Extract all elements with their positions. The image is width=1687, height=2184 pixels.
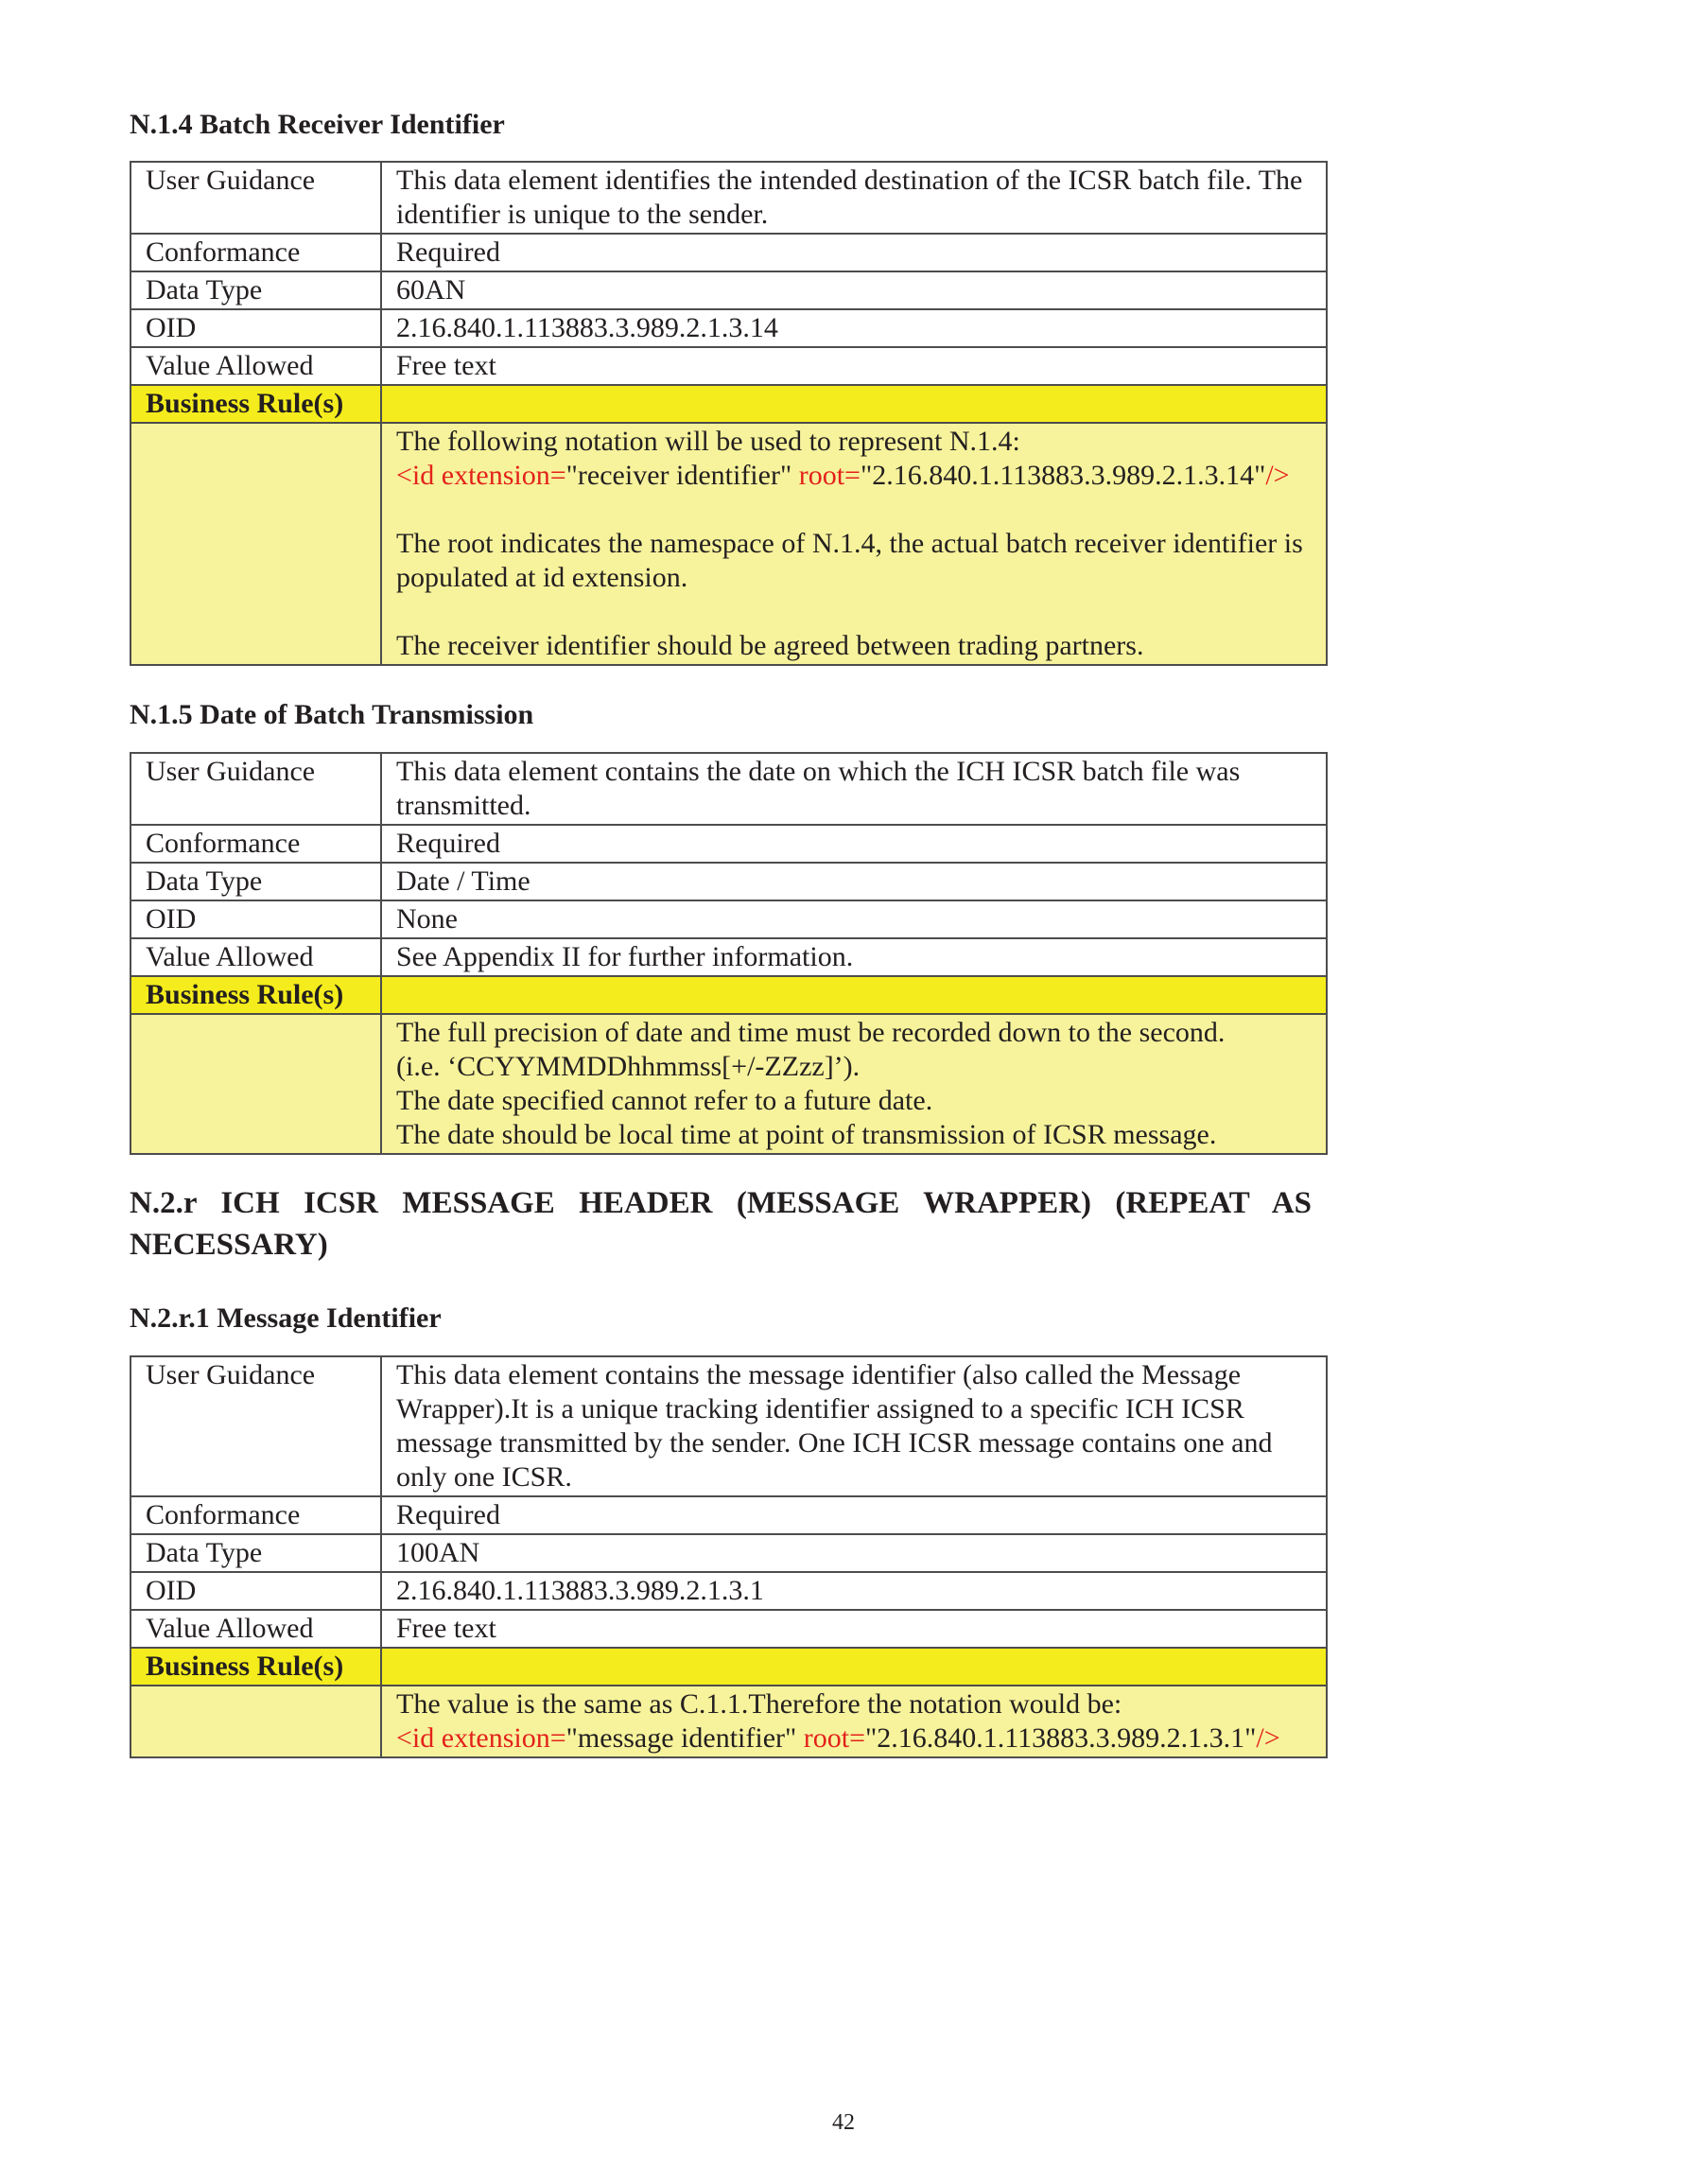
business-rules-content <box>381 1686 1327 1757</box>
xml-attr-extension: extension <box>441 460 550 491</box>
xml-close: /> <box>1256 1722 1280 1754</box>
business-rules-header-row <box>130 976 1327 1014</box>
row-value: This data element identifies the intended destination of the ICSR batch file. The identifier is unique to the sender. <box>381 162 1327 234</box>
table-row <box>130 900 1327 938</box>
major-heading-n2-r: N.2.r ICH ICSR MESSAGE HEADER (MESSAGE WRAPPER) (REPEAT AS NECESSARY) <box>130 1186 1312 1262</box>
table-n1-5 <box>130 752 1328 1155</box>
row-label: Conformance <box>130 234 381 271</box>
rules-line: (i.e. ‘CCYYMMDDhhmmss[+/-ZZzz]’). <box>396 1051 861 1082</box>
row-value: Free text <box>381 1610 1327 1648</box>
business-rules-header-blank <box>381 976 1327 1014</box>
row-label: Data Type <box>130 863 381 900</box>
section-heading-n1-5: N.1.5 Date of Batch Transmission <box>130 699 534 730</box>
business-rules-label: Business Rule(s) <box>130 976 381 1014</box>
page-number: 42 <box>832 2110 855 2135</box>
row-label: User Guidance <box>130 1356 381 1496</box>
row-label: Conformance <box>130 825 381 863</box>
business-rules-header-row <box>130 385 1327 423</box>
business-rules-header-blank <box>381 1648 1327 1686</box>
row-value: Date / Time <box>381 863 1327 900</box>
row-value: 60AN <box>381 271 1327 309</box>
row-label: Conformance <box>130 1496 381 1534</box>
xml-value-extension: "message identifier" <box>565 1722 797 1754</box>
xml-close: /> <box>1265 460 1290 491</box>
row-label: OID <box>130 900 381 938</box>
table-row <box>130 234 1327 271</box>
business-rules-label: Business Rule(s) <box>130 385 381 423</box>
rules-line: The date specified cannot refer to a future date. <box>396 1085 933 1116</box>
xml-value-root: "2.16.840.1.113883.3.989.2.1.3.14" <box>860 460 1266 491</box>
row-value: Required <box>381 825 1327 863</box>
row-value: See Appendix II for further information. <box>381 938 1327 976</box>
table-row <box>130 162 1327 234</box>
xml-value-root: "2.16.840.1.113883.3.989.2.1.3.1" <box>865 1722 1257 1754</box>
row-value: 2.16.840.1.113883.3.989.2.1.3.14 <box>381 309 1327 347</box>
table-row <box>130 753 1327 825</box>
xml-notation <box>396 459 1313 493</box>
rules-line: The full precision of date and time must be recorded down to the second. <box>396 1017 1226 1048</box>
row-label: Value Allowed <box>130 938 381 976</box>
xml-value-extension: "receiver identifier" <box>565 460 792 491</box>
xml-attr-extension: extension <box>441 1722 550 1754</box>
row-value: This data element contains the date on which the ICH ICSR batch file was transmitted. <box>381 753 1327 825</box>
rules-paragraph: The receiver identifier should be agreed between trading partners. <box>396 630 1144 661</box>
xml-open: <id <box>396 1722 435 1754</box>
business-rules-label: Business Rule(s) <box>130 1648 381 1686</box>
row-label: Data Type <box>130 1534 381 1572</box>
row-label: Data Type <box>130 271 381 309</box>
row-label: OID <box>130 1572 381 1610</box>
rules-paragraph: The root indicates the namespace of N.1.4, the actual batch receiver identifier is populated at id extension. <box>396 528 1303 593</box>
row-value: Free text <box>381 347 1327 385</box>
table-row <box>130 1610 1327 1648</box>
business-rules-body-blank <box>130 1686 381 1757</box>
table-row <box>130 863 1327 900</box>
row-value: Required <box>381 234 1327 271</box>
xml-equals: = <box>849 1722 865 1754</box>
xml-attr-root: root <box>798 460 845 491</box>
table-n1-4 <box>130 161 1328 666</box>
row-value: Required <box>381 1496 1327 1534</box>
rules-intro: The following notation will be used to represent N.1.4: <box>396 426 1020 457</box>
row-label: Value Allowed <box>130 1610 381 1648</box>
row-value: 100AN <box>381 1534 1327 1572</box>
row-label: User Guidance <box>130 753 381 825</box>
rules-intro: The value is the same as C.1.1.Therefore the notation would be: <box>396 1688 1122 1720</box>
table-row <box>130 347 1327 385</box>
row-label: User Guidance <box>130 162 381 234</box>
row-label: OID <box>130 309 381 347</box>
business-rules-body-blank <box>130 1014 381 1154</box>
section-heading-n1-4: N.1.4 Batch Receiver Identifier <box>130 109 505 140</box>
row-label: Value Allowed <box>130 347 381 385</box>
table-row <box>130 825 1327 863</box>
business-rules-body-blank <box>130 423 381 665</box>
business-rules-body-row <box>130 1686 1327 1757</box>
business-rules-header-row <box>130 1648 1327 1686</box>
business-rules-body-row <box>130 1014 1327 1154</box>
table-row <box>130 1356 1327 1496</box>
business-rules-content <box>381 1014 1327 1154</box>
section-heading-n2-r-1: N.2.r.1 Message Identifier <box>130 1302 442 1334</box>
table-row <box>130 1534 1327 1572</box>
xml-equals: = <box>549 1722 566 1754</box>
business-rules-header-blank <box>381 385 1327 423</box>
xml-open: <id <box>396 460 435 491</box>
table-row <box>130 309 1327 347</box>
table-row <box>130 271 1327 309</box>
xml-notation <box>396 1721 1313 1756</box>
row-value: 2.16.840.1.113883.3.989.2.1.3.1 <box>381 1572 1327 1610</box>
row-value: This data element contains the message identifier (also called the Message Wrapper).It is a unique tracking identifier assigned to a specific ICH ICSR message transmitted by the sender. One ICH ICSR message contains one and only one ICSR. <box>381 1356 1327 1496</box>
table-row <box>130 1496 1327 1534</box>
table-row <box>130 938 1327 976</box>
xml-attr-root: root <box>803 1722 850 1754</box>
business-rules-body-row <box>130 423 1327 665</box>
xml-equals: = <box>549 460 566 491</box>
business-rules-content <box>381 423 1327 665</box>
xml-equals: = <box>844 460 861 491</box>
rules-line: The date should be local time at point of transmission of ICSR message. <box>396 1119 1217 1150</box>
table-row <box>130 1572 1327 1610</box>
table-n2-r-1 <box>130 1355 1328 1758</box>
row-value: None <box>381 900 1327 938</box>
